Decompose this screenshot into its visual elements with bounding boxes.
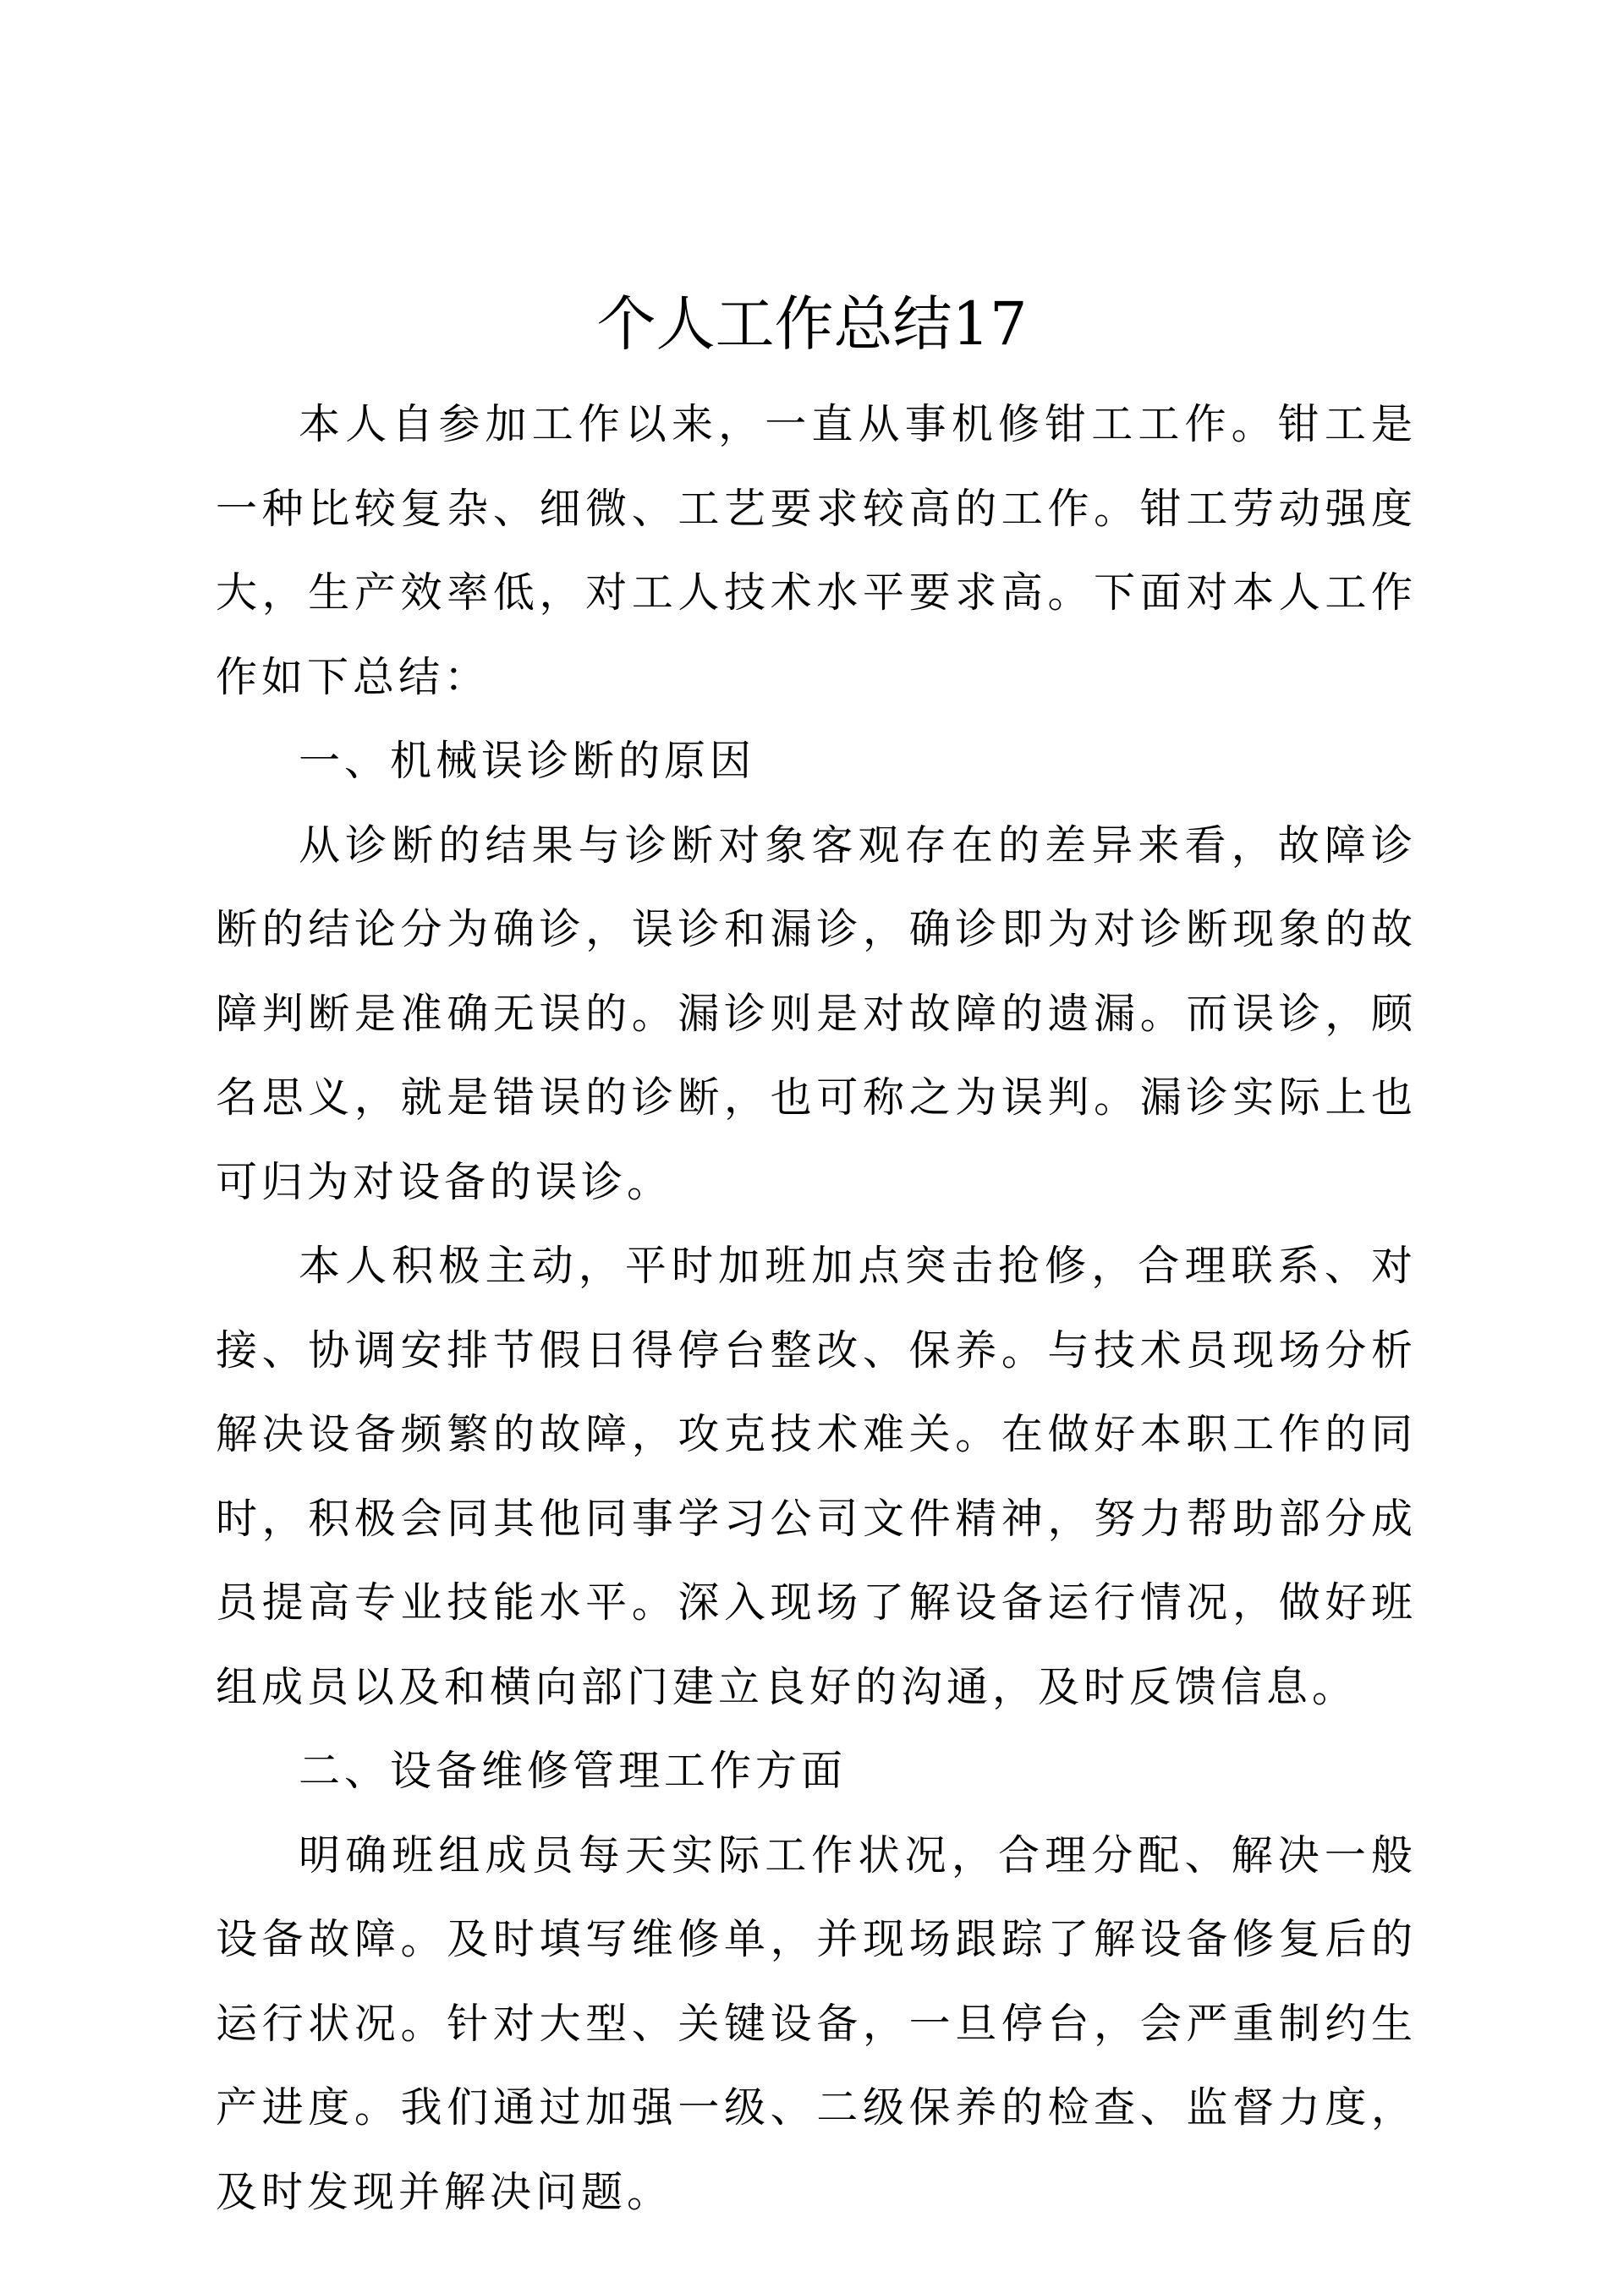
section-heading-1: 一、机械误诊断的原因 xyxy=(299,737,756,785)
paragraph-initiative: 本人积极主动，平时加班加点突击抢修，合理联系、对接、协调安排节假日得停台整改、保养。与技术员现场分析解决设备频繁的故障，攻克技术难关。在做好本职工作的同时，积极会同其他同事学习公司文件精神，努力帮助部分成员提高专业技能水平。深入现场了解设备运行情况，做好班组成员以及和横向部门建立良好的沟通，及时反馈信息。 xyxy=(216,1242,1417,1711)
paragraph-diagnosis: 从诊断的结果与诊断对象客观存在的差异来看，故障诊断的结论分为确诊，误诊和漏诊，确诊即为对诊断现象的故障判断是准确无误的。漏诊则是对故障的遗漏。而误诊，顾名思义，就是错误的诊断，也可称之为误判。漏诊实际上也可归为对设备的误诊。 xyxy=(216,820,1417,1206)
document-title: 个人工作总结17 xyxy=(596,289,1028,359)
paragraph-intro: 本人自参加工作以来，一直从事机修钳工工作。钳工是一种比较复杂、细微、工艺要求较高的工作。钳工劳动强度大，生产效率低，对工人技术水平要求高。下面对本人工作作如下总结： xyxy=(216,400,1417,701)
paragraph-maintenance: 明确班组成员每天实际工作状况，合理分配、解决一般设备故障。及时填写维修单，并现场跟踪了解设备修复后的运行状况。针对大型、关键设备，一旦停台，会严重制约生产进度。我们通过加强一级、二级保养的检查、监督力度，及时发现并解决问题。 xyxy=(216,1830,1417,2216)
section-heading-2: 二、设备维修管理工作方面 xyxy=(299,1747,848,1795)
document-body xyxy=(216,382,1417,2234)
